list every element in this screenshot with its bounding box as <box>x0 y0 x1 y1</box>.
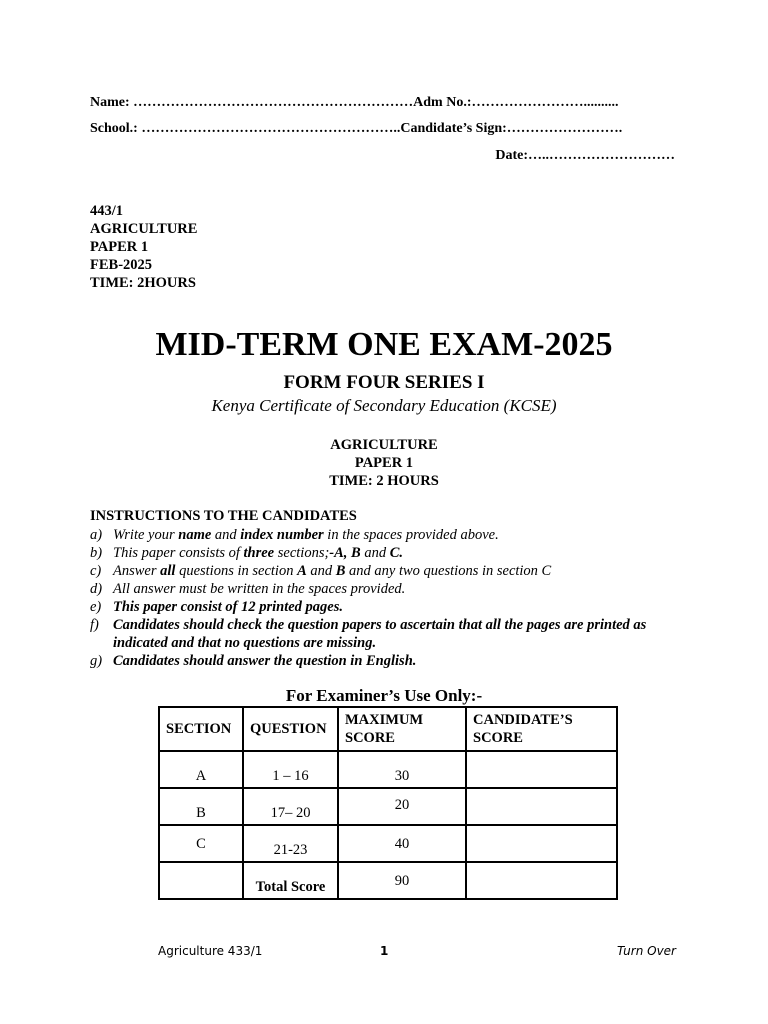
header-max-score: MAXIMUM SCORE <box>338 707 466 751</box>
cell-question: 21-23 <box>243 825 338 862</box>
examiner-title: For Examiner’s Use Only:- <box>285 686 483 705</box>
cell-candidate-score[interactable] <box>466 751 617 788</box>
page-number: 1 <box>380 944 389 958</box>
cell-section: B <box>159 788 243 825</box>
paper-info <box>90 202 197 292</box>
instruction-text: This paper consist of 12 printed pages. <box>113 599 343 615</box>
cell-total-max: 90 <box>338 862 466 899</box>
kcse-subtitle: Kenya Certificate of Secondary Education (KCSE) <box>211 396 557 415</box>
instruction-item <box>90 652 690 670</box>
header-section: SECTION <box>159 707 243 751</box>
instruction-item <box>90 526 690 544</box>
cell-question: 17– 20 <box>243 788 338 825</box>
table-row <box>159 788 617 825</box>
instruction-text: This paper consists of three sections;-A, B and C. <box>113 545 404 561</box>
instruction-item <box>90 616 690 652</box>
footer-subject: Agriculture 433/1 <box>158 944 263 958</box>
paper-subject: AGRICULTURE <box>90 221 198 237</box>
cell-question: 1 – 16 <box>243 751 338 788</box>
instruction-label: a) <box>90 527 103 543</box>
instruction-item <box>90 580 690 598</box>
instruction-text: All answer must be written in the spaces provided. <box>113 581 406 597</box>
cell-total-label: Total Score <box>243 862 338 899</box>
exam-title: MID-TERM ONE EXAM-2025 <box>155 326 613 363</box>
date-line: Date:…..……………………… <box>495 148 675 163</box>
subject-block <box>0 436 768 490</box>
cell-section: C <box>159 825 243 862</box>
subject-name: AGRICULTURE <box>330 437 438 453</box>
turn-over: Turn Over <box>617 944 676 958</box>
instruction-text: Write your name and index number in the spaces provided above. <box>113 527 499 543</box>
paper-number: PAPER 1 <box>90 239 149 255</box>
table-row <box>159 825 617 862</box>
table-row <box>159 751 617 788</box>
cell-max-score: 40 <box>338 825 466 862</box>
instruction-text: Candidates should answer the question in English. <box>113 653 417 669</box>
instruction-label: c) <box>90 563 102 579</box>
header-question: QUESTION <box>243 707 338 751</box>
instruction-item <box>90 598 690 616</box>
table-row <box>159 862 617 899</box>
cell-candidate-score[interactable] <box>466 825 617 862</box>
table-header-row <box>159 707 617 751</box>
school-sign-line: School.: ………………………………………………..Candidate’s Sign:……………………. <box>90 121 623 136</box>
instruction-label: e) <box>90 599 102 615</box>
paper-code: 443/1 <box>90 203 124 219</box>
header-candidate-score: CANDIDATE’S SCORE <box>466 707 617 751</box>
series-title: FORM FOUR SERIES I <box>283 372 485 393</box>
instructions-list <box>90 526 690 670</box>
instruction-text: Answer all questions in section A and B and any two questions in section C <box>113 563 552 579</box>
instruction-text: Candidates should check the question papers to ascertain that all the pages are printed as indicated and that no questions are missing. <box>113 617 647 651</box>
instruction-label: d) <box>90 581 103 597</box>
cell-section <box>159 862 243 899</box>
name-adm-line: Name: ……………………………………………………Adm No.:…………………….......... <box>90 95 619 110</box>
paper-time: TIME: 2HOURS <box>90 275 196 291</box>
examiner-table <box>158 706 618 900</box>
cell-candidate-score[interactable] <box>466 788 617 825</box>
subject-paper: PAPER 1 <box>354 455 414 471</box>
cell-max-score: 20 <box>338 788 466 825</box>
instruction-item <box>90 544 690 562</box>
cell-max-score: 30 <box>338 751 466 788</box>
instruction-label: f) <box>90 617 99 633</box>
subject-time: TIME: 2 HOURS <box>329 473 439 489</box>
instructions <box>90 508 690 670</box>
instructions-heading: INSTRUCTIONS TO THE CANDIDATES <box>90 508 357 524</box>
instruction-label: b) <box>90 545 103 561</box>
cell-section: A <box>159 751 243 788</box>
paper-date: FEB-2025 <box>90 257 153 273</box>
instruction-label: g) <box>90 653 103 669</box>
cell-candidate-total[interactable] <box>466 862 617 899</box>
instruction-item <box>90 562 690 580</box>
